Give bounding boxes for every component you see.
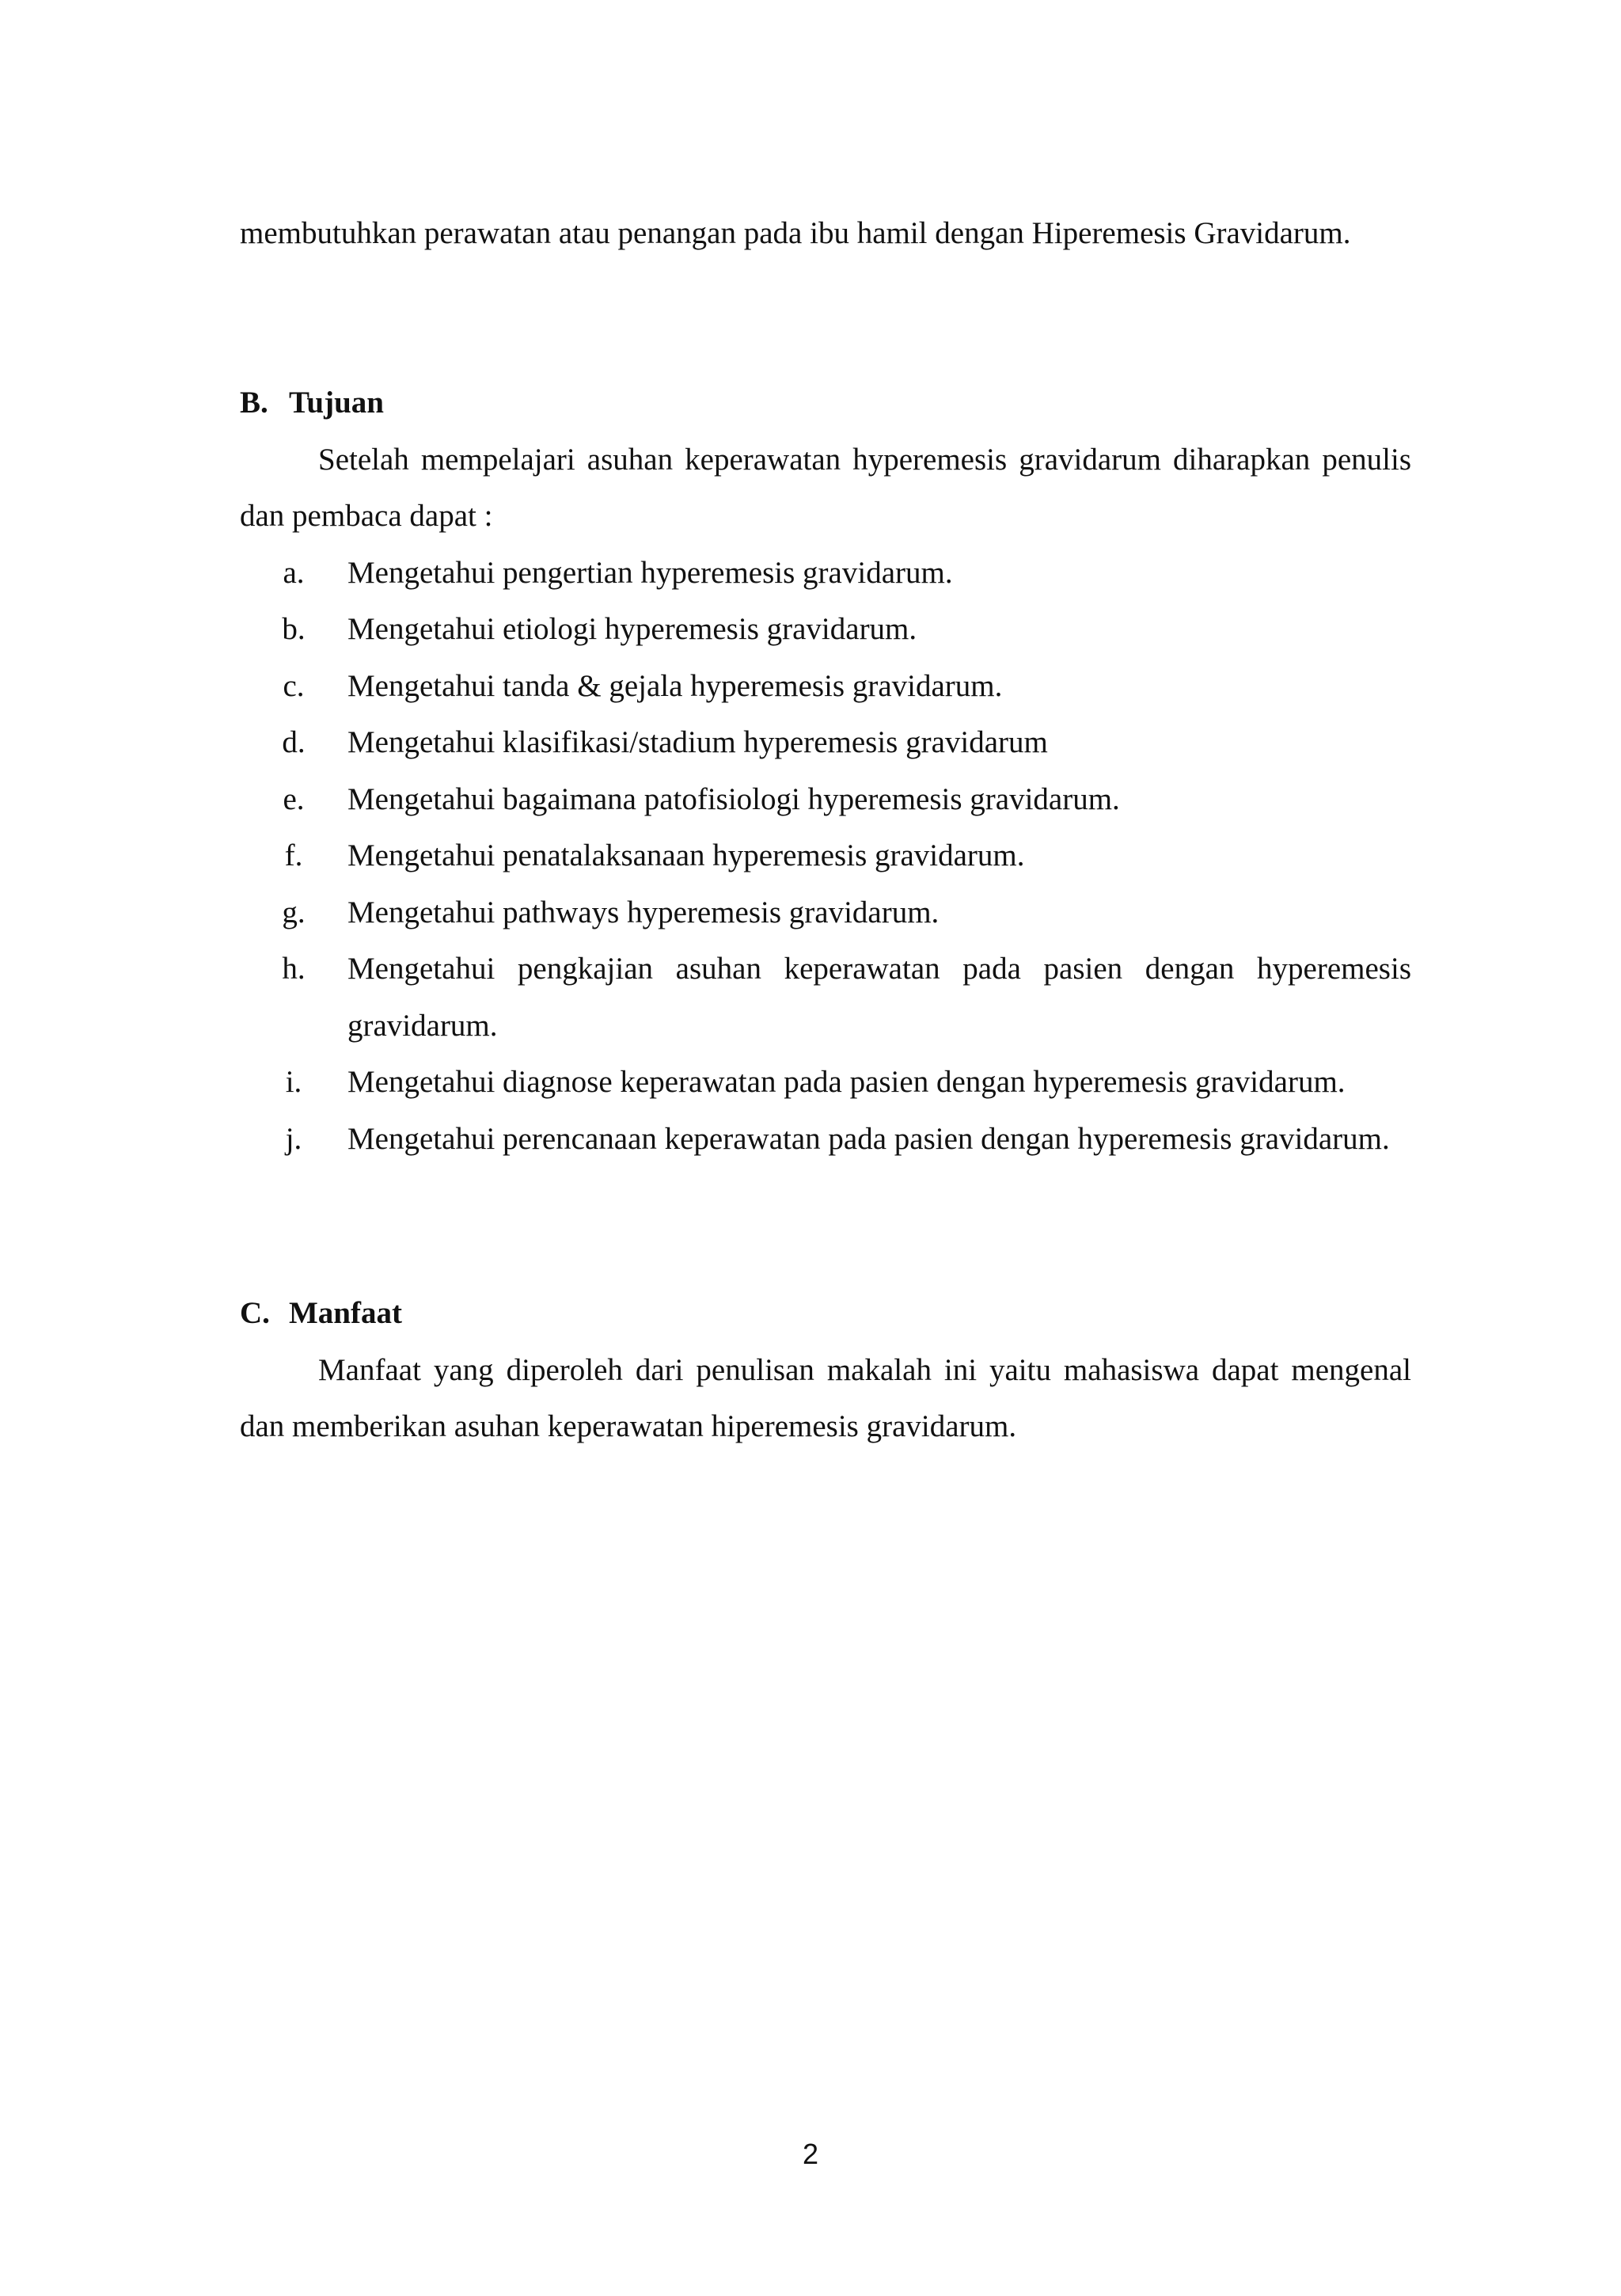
list-item-text: Mengetahui bagaimana patofisiologi hyperemesis gravidarum. — [347, 781, 1120, 816]
intro-paragraph: membutuhkan perawatan atau penangan pada ibu hamil dengan Hiperemesis Gravidarum. — [240, 216, 1351, 250]
section-c-letter: C. — [240, 1296, 270, 1330]
list-item-text: Mengetahui tanda & gejala hyperemesis gravidarum. — [347, 668, 1003, 703]
list-marker: j. — [285, 1121, 302, 1156]
list-item — [240, 1054, 1411, 1111]
list-marker: i. — [285, 1065, 302, 1099]
objectives-list — [240, 545, 1411, 1168]
section-c — [240, 1285, 1411, 1455]
list-item-text: Mengetahui etiologi hyperemesis gravidarum. — [347, 612, 917, 646]
section-b-intro: Setelah mempelajari asuhan keperawatan hyperemesis gravidarum diharapkan penulis dan pembaca dapat : — [240, 442, 1411, 533]
page-number: 2 — [802, 2138, 819, 2170]
list-marker: h. — [282, 952, 306, 986]
list-marker: g. — [282, 895, 306, 929]
section-b-heading — [240, 374, 1411, 431]
list-item — [240, 941, 1411, 1054]
list-item — [240, 884, 1411, 941]
list-item — [240, 601, 1411, 658]
list-item-text: Mengetahui diagnose keperawatan pada pasien dengan hyperemesis gravidarum. — [347, 1065, 1346, 1099]
list-item-text: Mengetahui perencanaan keperawatan pada pasien dengan hyperemesis gravidarum. — [347, 1121, 1390, 1156]
list-marker: f. — [284, 838, 303, 872]
list-marker: e. — [283, 781, 305, 816]
section-b-letter: B. — [240, 386, 268, 420]
list-item — [240, 827, 1411, 884]
section-c-title: Manfaat — [289, 1296, 402, 1330]
intro-block — [240, 205, 1411, 262]
section-b — [240, 374, 1411, 1167]
list-marker: b. — [282, 612, 306, 646]
list-item — [240, 1111, 1411, 1168]
list-item-text: Mengetahui pathways hyperemesis gravidarum. — [347, 895, 940, 929]
list-marker: d. — [282, 725, 306, 759]
list-item — [240, 771, 1411, 828]
list-item — [240, 714, 1411, 771]
list-item-text: Mengetahui klasifikasi/stadium hyperemesis gravidarum — [347, 725, 1048, 759]
section-c-paragraph: Manfaat yang diperoleh dari penulisan makalah ini yaitu mahasiswa dapat mengenal dan memberikan asuhan keperawatan hiperemesis gravidarum. — [240, 1352, 1411, 1443]
list-item — [240, 658, 1411, 715]
list-item — [240, 545, 1411, 602]
section-b-title: Tujuan — [289, 386, 384, 420]
list-marker: c. — [283, 668, 305, 703]
list-item-text: Mengetahui pengertian hyperemesis gravidarum. — [347, 555, 953, 590]
list-item-text: Mengetahui penatalaksanaan hyperemesis gravidarum. — [347, 838, 1025, 872]
section-c-heading — [240, 1285, 1411, 1342]
list-item-text: Mengetahui pengkajian asuhan keperawatan pada pasien dengan hyperemesis gravidarum. — [347, 952, 1411, 1043]
list-marker: a. — [283, 555, 305, 590]
